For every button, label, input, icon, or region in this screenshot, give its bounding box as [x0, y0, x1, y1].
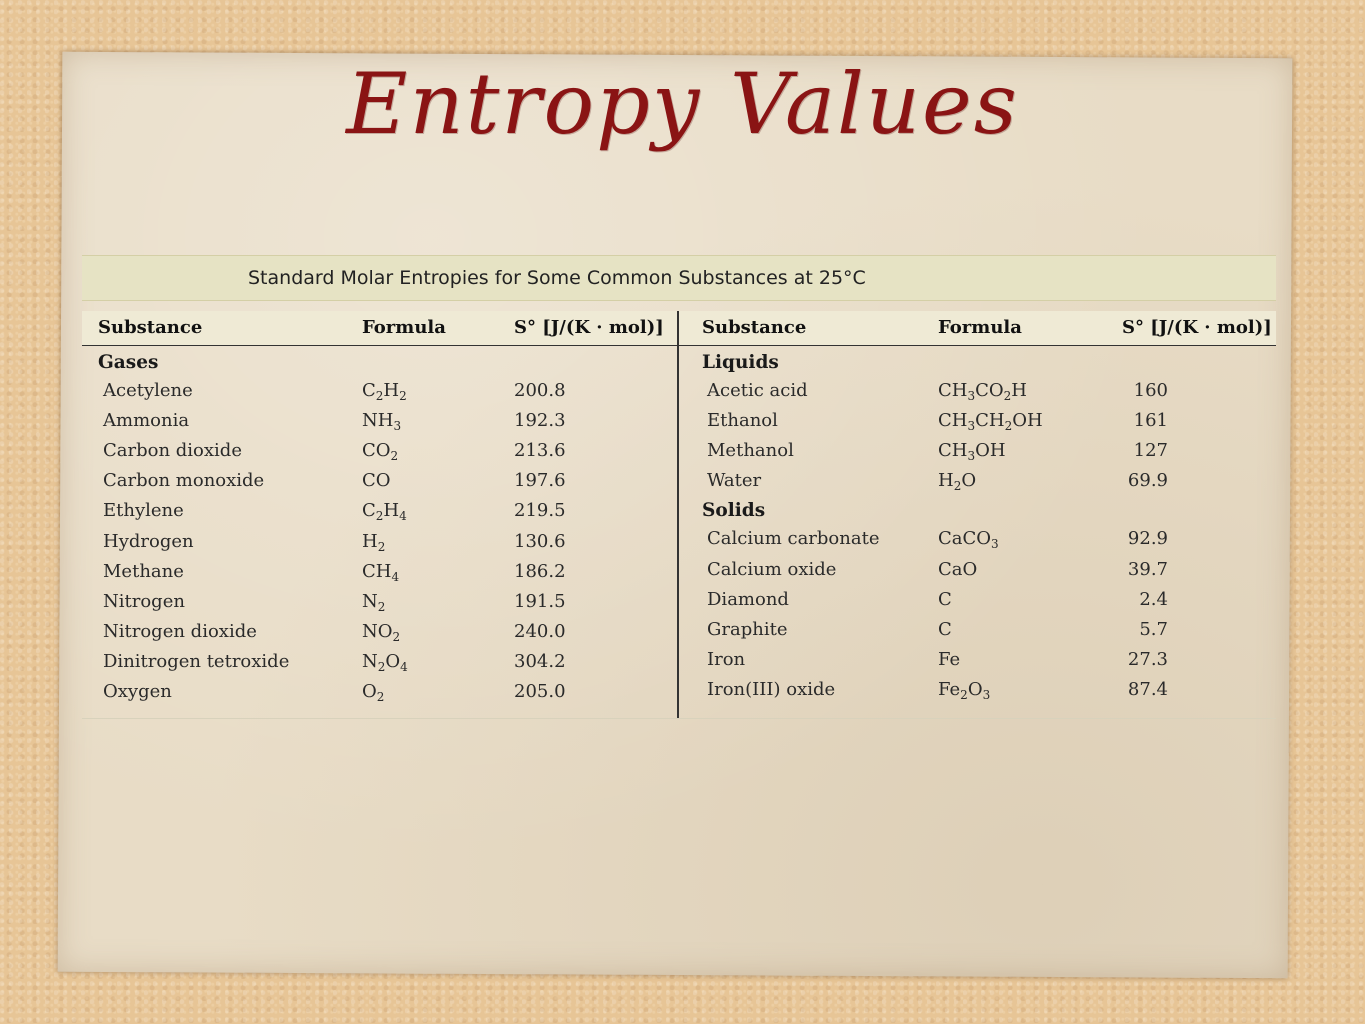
header-entropy-right: S° [J/(K · mol)]: [1122, 317, 1272, 338]
substance-formula: $C_2H_4$: [362, 500, 407, 524]
substance-name: Calcium oxide: [707, 558, 837, 580]
substance-formula: $CH_3OH$: [938, 440, 1006, 464]
substance-formula: $O_2$: [362, 681, 385, 704]
substance-name: Dinitrogen tetroxide: [103, 650, 290, 672]
substance-formula: $Fe_2O_3$: [938, 678, 991, 702]
entropy-value: 205.0: [514, 681, 566, 702]
substance-name: Oxygen: [103, 681, 172, 702]
substance-name: Ammonia: [103, 410, 190, 432]
table-row: [686, 585, 1276, 615]
entropy-value: 186.2: [514, 560, 566, 582]
substance-name: Nitrogen dioxide: [103, 620, 257, 642]
header-substance-left: Substance: [98, 317, 203, 338]
entropy-value: 92.9: [1127, 528, 1168, 550]
substance-formula: $CO_2$: [362, 440, 399, 464]
substance-name: Graphite: [707, 618, 788, 640]
table-row: [82, 376, 672, 406]
substance-formula: CaO: [938, 558, 978, 580]
substance-formula: $CH_3CO_2H$: [938, 380, 1027, 403]
substance-name: Ethylene: [103, 500, 184, 522]
substance-formula: $CH_3CH_2OH$: [938, 410, 1043, 434]
table-row: [82, 677, 672, 707]
substance-name: Diamond: [707, 588, 789, 610]
substance-formula: $C_2H_2$: [362, 380, 407, 403]
table-row: [82, 496, 672, 526]
table-body: [82, 346, 1276, 719]
header-entropy-left: S° [J/(K · mol)]: [514, 317, 664, 338]
entropy-table: [82, 255, 1276, 719]
header-substance-right: Substance: [702, 317, 807, 338]
substance-name: Methanol: [707, 440, 794, 462]
entropy-value: 160: [1133, 380, 1168, 401]
substance-name: Carbon dioxide: [103, 440, 242, 462]
substance-formula: $N_2$: [362, 590, 386, 614]
entropy-value: 200.8: [514, 380, 566, 401]
table-row: [686, 436, 1276, 466]
entropy-value: 304.2: [514, 650, 566, 672]
table-row: [686, 466, 1276, 496]
entropy-value: 2.4: [1139, 588, 1168, 610]
group-label-solids: Solids: [702, 500, 766, 522]
substance-name: Carbon monoxide: [103, 470, 265, 492]
table-row: [82, 617, 672, 647]
entropy-value: 5.7: [1139, 618, 1168, 640]
table-row: [82, 436, 672, 466]
table-row: [686, 376, 1276, 406]
substance-formula: C: [938, 618, 952, 640]
entropy-value: 161: [1133, 410, 1168, 432]
group-label-gases: Gases: [98, 352, 159, 373]
substance-name: Calcium carbonate: [707, 528, 880, 550]
substance-name: Water: [707, 470, 762, 492]
entropy-value: 69.9: [1127, 470, 1168, 492]
table-row: [686, 675, 1276, 705]
table-row: [686, 406, 1276, 436]
table-row: [82, 587, 672, 617]
substance-formula: $CH_4$: [362, 560, 400, 584]
substance-formula: CO: [362, 470, 391, 492]
table-row: [82, 557, 672, 587]
entropy-value: 27.3: [1127, 648, 1168, 670]
entropy-value: 240.0: [514, 620, 566, 642]
entropy-value: 192.3: [514, 410, 566, 432]
entropy-value: 219.5: [514, 500, 566, 522]
substance-name: Hydrogen: [103, 530, 194, 552]
entropy-value: 191.5: [514, 590, 566, 612]
table-row: [686, 555, 1276, 585]
substance-formula: $NO_2$: [362, 620, 401, 644]
entropy-value: 39.7: [1127, 558, 1168, 580]
substance-name: Acetylene: [103, 380, 193, 401]
table-row: [686, 524, 1276, 554]
substance-name: Iron(III) oxide: [707, 678, 836, 700]
substance-formula: $NH_3$: [362, 410, 402, 434]
substance-formula: $H_2O$: [938, 470, 977, 494]
table-header-row: [82, 311, 1276, 346]
header-formula-right: Formula: [938, 317, 1022, 338]
slide-title: Entropy Values: [346, 55, 1019, 153]
entropy-value: 130.6: [514, 530, 566, 552]
substance-name: Acetic acid: [707, 380, 808, 401]
substance-formula: $N_2O_4$: [362, 650, 408, 674]
table-row: [82, 527, 672, 557]
column-divider: [677, 311, 679, 718]
table-row: [82, 466, 672, 496]
substance-name: Nitrogen: [103, 590, 185, 612]
entropy-value: 213.6: [514, 440, 566, 462]
substance-formula: Fe: [938, 648, 961, 670]
entropy-value: 87.4: [1127, 678, 1168, 700]
substance-name: Iron: [707, 648, 746, 670]
table-row: [82, 647, 672, 677]
substance-formula: CaCO$_3$: [938, 528, 999, 552]
group-label-liquids: Liquids: [702, 352, 779, 373]
substance-formula: C: [938, 588, 952, 610]
table-caption: Standard Molar Entropies for Some Common Substances at 25°C: [82, 255, 1276, 301]
entropy-value: 127: [1133, 440, 1168, 462]
substance-name: Methane: [103, 560, 184, 582]
table-row: [686, 615, 1276, 645]
header-formula-left: Formula: [362, 317, 446, 338]
entropy-value: 197.6: [514, 470, 566, 492]
substance-name: Ethanol: [707, 410, 778, 432]
table-row: [686, 645, 1276, 675]
substance-formula: $H_2$: [362, 530, 386, 554]
table-row: [82, 406, 672, 436]
